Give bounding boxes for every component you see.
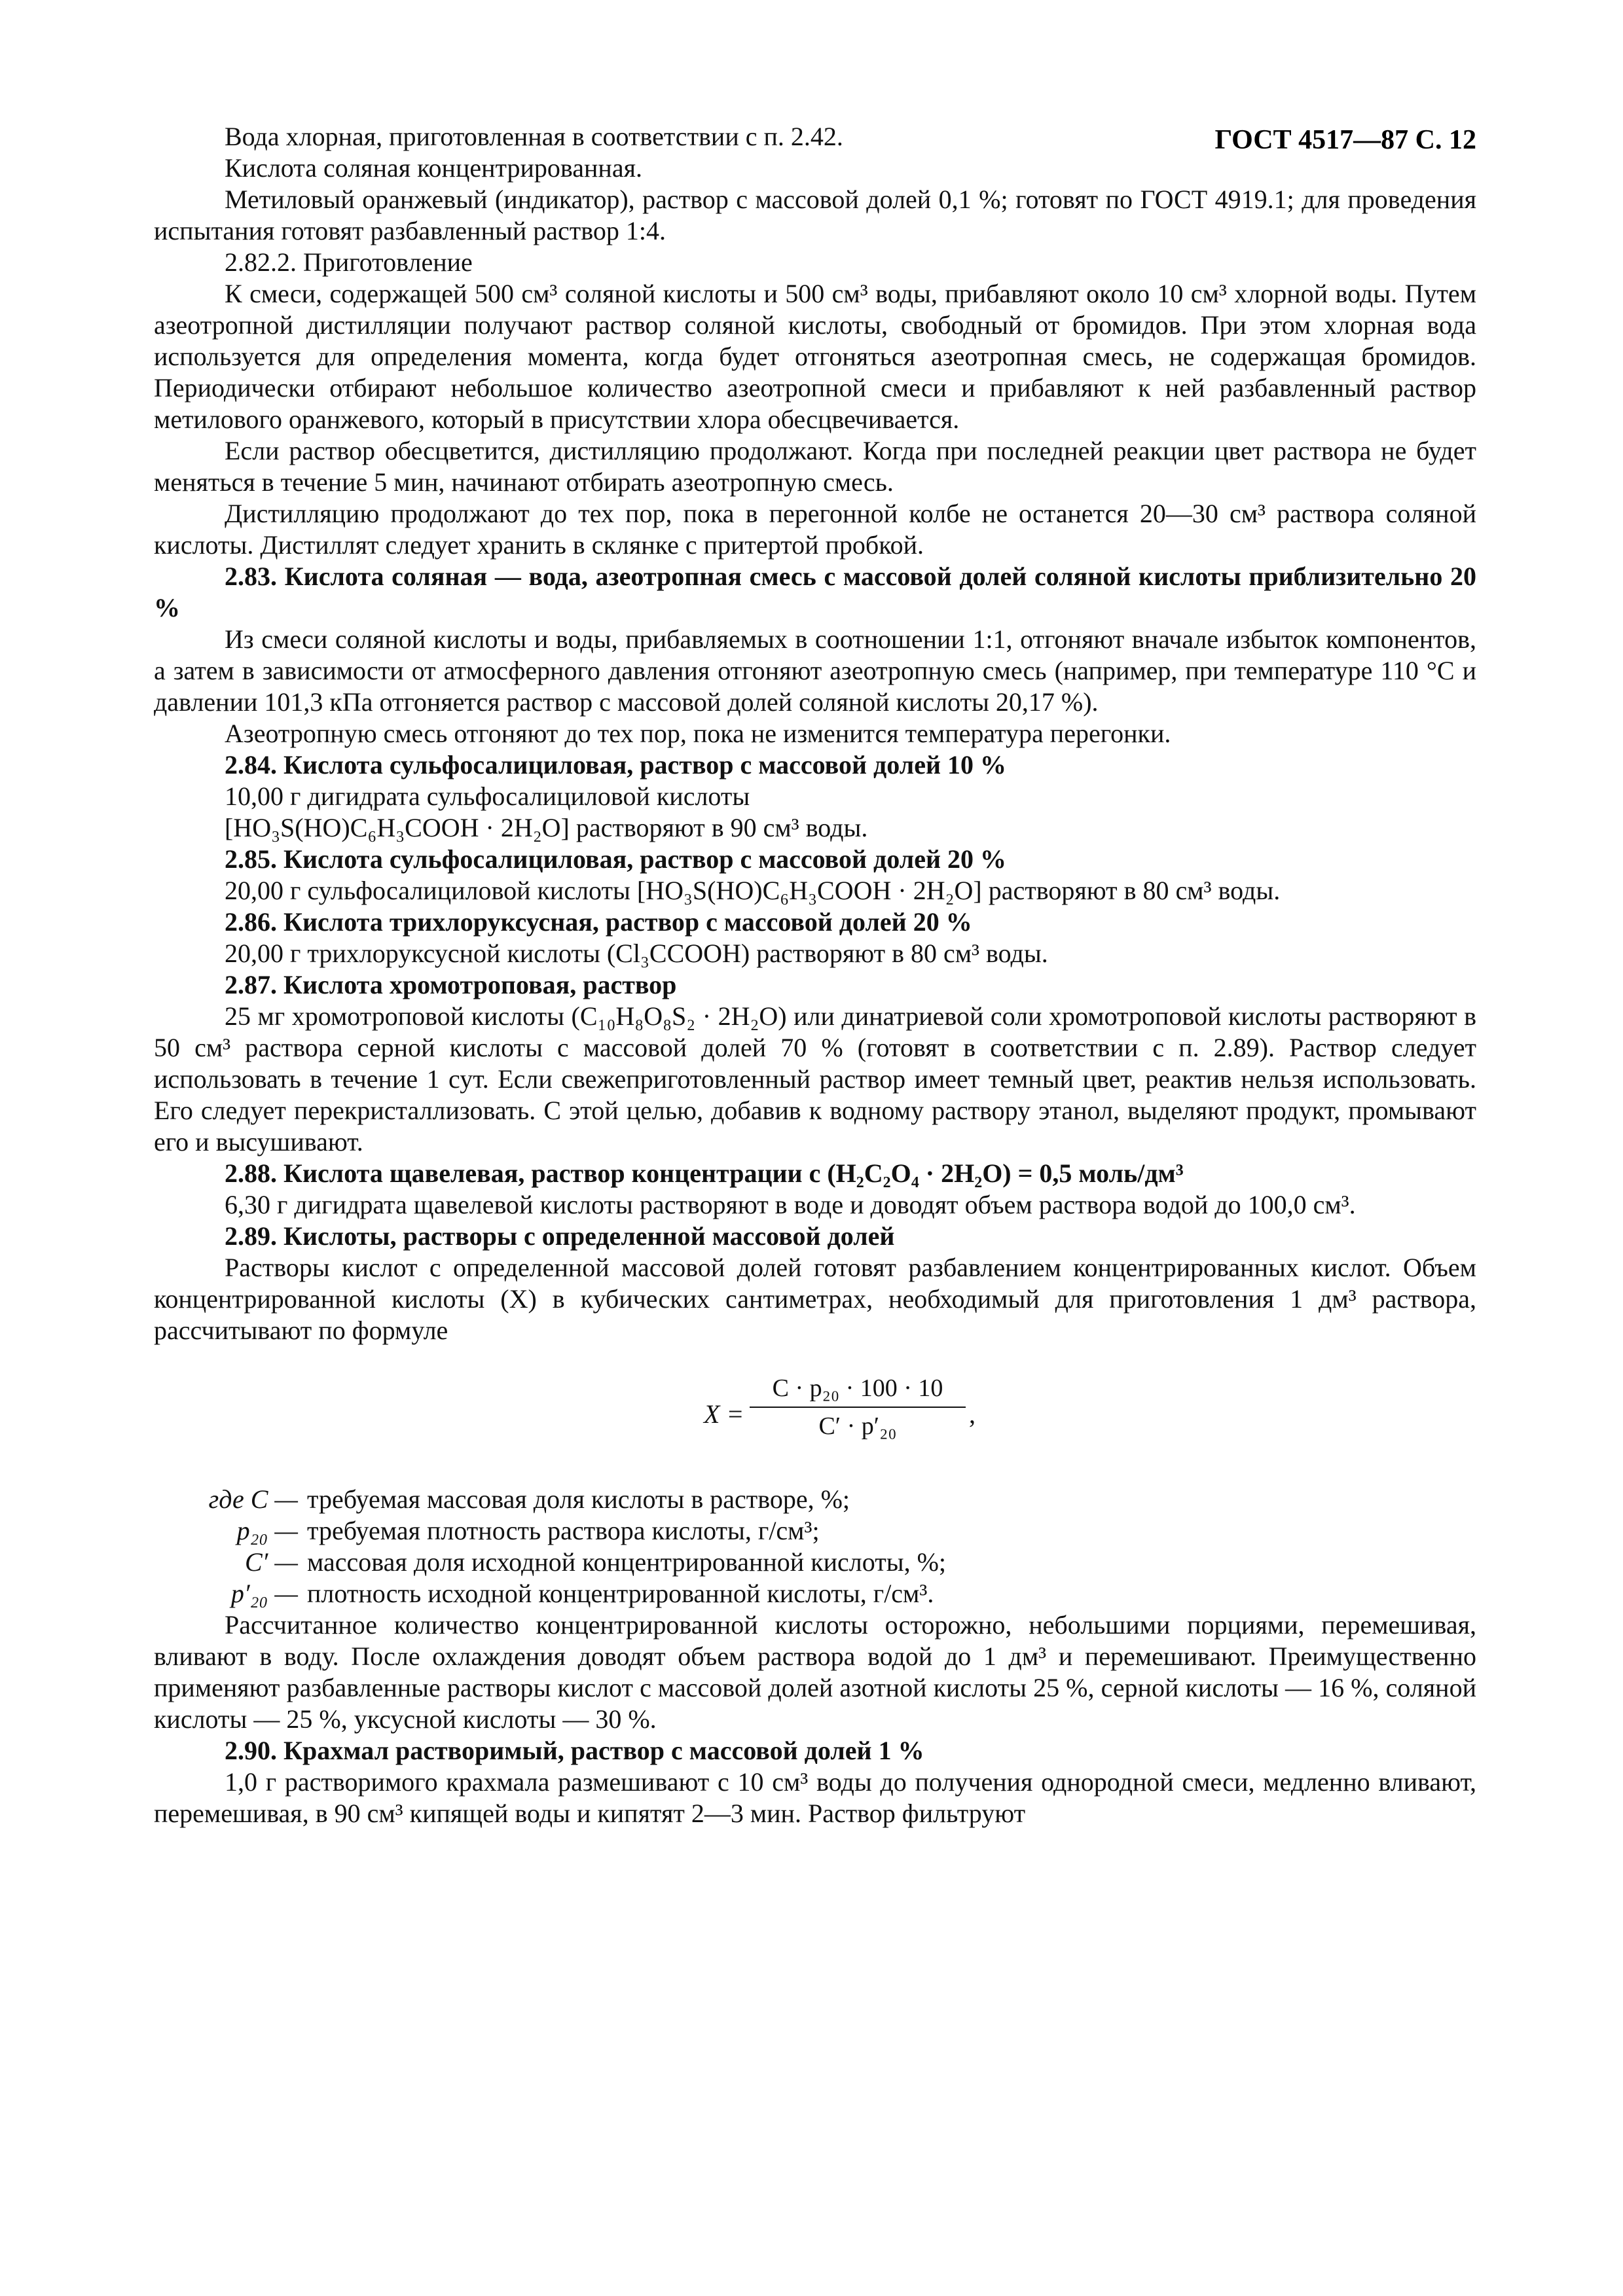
formula-denominator: C′ · p′₂₀ — [818, 1412, 897, 1440]
paragraph: 6,30 г дигидрата щавелевой кислоты растворяют в воде и доводят объем раствора водой до 100,0 см³. — [225, 1190, 1356, 1219]
paragraph: Дистилляцию продолжают до тех пор, пока в перегонной колбе не останется 20—30 см³ раствора соляной кислоты. Дистиллят следует хранить в склянке с притертой пробкой. — [154, 499, 1476, 560]
definition-text: требуемая массовая доля кислоты в растворе, %; — [307, 1484, 850, 1514]
paragraph: Вода хлорная, приготовленная в соответствии с п. 2.42. — [225, 122, 843, 151]
definition-text: требуемая плотность раствора кислоты, г/см³; — [307, 1516, 820, 1545]
paragraph: 10,00 г дигидрата сульфосалициловой кислоты — [225, 781, 750, 811]
formula-numerator: C · p₂₀ · 100 · 10 — [750, 1372, 966, 1408]
paragraph: Из смеси соляной кислоты и воды, прибавляемых в соотношении 1:1, отгоняют вначале избыток компонентов, а затем в зависимости от атмосферного давления отгоняют азеотропную смесь (например, при температуре 110 °С и давлении 101,3 кПа отгоняется раствор с массовой долей соляной кислоты 20,17 %). — [154, 624, 1476, 717]
definition-symbol: p₂₀ — — [236, 1516, 298, 1545]
definition-symbol: p′₂₀ — — [230, 1579, 298, 1608]
paragraph: [HO₃S(HO)C₆H₃COOH · 2H₂O] растворяют в 90 см³ воды. — [225, 813, 868, 842]
definition-symbol: C′ — — [245, 1547, 298, 1577]
section-heading: 2.89. Кислоты, растворы с определенной массовой долей — [225, 1221, 895, 1251]
section-heading: 2.90. Крахмал растворимый, раствор с массовой долей 1 % — [225, 1736, 924, 1765]
definition-text: массовая доля исходной концентрированной кислоты, %; — [307, 1547, 947, 1577]
definitions-list — [173, 1484, 1476, 1609]
section-heading: 2.84. Кислота сульфосалициловая, раствор с массовой долей 10 % — [225, 750, 1007, 780]
document-body — [154, 121, 1476, 1829]
formula-trail: , — [969, 1399, 976, 1429]
formula-lhs: X = — [704, 1399, 744, 1429]
paragraph: Рассчитанное количество концентрированной кислоты осторожно, небольшими порциями, перемешивая, вливают в воду. После охлаждения доводят объем раствора водой до 1 дм³ и перемешивают. Преимущественно применяют разбавленные растворы кислот с массовой долей азотной кислоты 25 %, серной кислоты — 16 %, соляной кислоты — 25 %, уксусной кислоты — 30 %. — [154, 1610, 1476, 1734]
section-heading: 2.85. Кислота сульфосалициловая, раствор с массовой долей 20 % — [225, 844, 1007, 874]
paragraph: Кислота соляная концентрированная. — [225, 153, 642, 183]
definition-row — [173, 1547, 1476, 1578]
section-heading: 2.83. Кислота соляная — вода, азеотропная смесь с массовой долей соляной кислоты приблизительно 20 % — [154, 562, 1476, 622]
paragraph: Растворы кислот с определенной массовой долей готовят разбавлением концентрированных кислот. Объем концентрированной кислоты (X) в кубических сантиметрах, необходимый для приготовления 1 дм³ раствора, рассчитывают по формуле — [154, 1253, 1476, 1345]
paragraph: 25 мг хромотроповой кислоты (C₁₀H₈O₈S₂ · 2H₂O) или динатриевой соли хромотроповой кислоты растворяют в 50 см³ раствора серной кислоты с массовой долей 70 % (готовят в соответствии с п. 2.89). Раствор следует использовать в течение 1 сут. Если свежеприготовленный раствор имеет темный цвет, реактив нельзя использовать. Его следует перекристаллизовать. С этой целью, добавив к водному раствору этанол, выделяют продукт, промывают его и высушивают. — [154, 1001, 1476, 1157]
definition-row — [173, 1515, 1476, 1547]
paragraph: 20,00 г трихлоруксусной кислоты (Cl₃CCOOH) растворяют в 80 см³ воды. — [225, 939, 1048, 968]
definition-symbol: где C — — [208, 1484, 298, 1514]
definition-row — [173, 1484, 1476, 1515]
paragraph: Азеотропную смесь отгоняют до тех пор, пока не изменится температура перегонки. — [225, 719, 1171, 748]
paragraph: 1,0 г растворимого крахмала размешивают с 10 см³ воды до получения однородной смеси, медленно вливают, перемешивая, в 90 см³ кипящей воды и кипятят 2—3 мин. Раствор фильтруют — [154, 1767, 1476, 1828]
section-heading: 2.87. Кислота хромотроповая, раствор — [225, 970, 677, 999]
paragraph: К смеси, содержащей 500 см³ соляной кислоты и 500 см³ воды, прибавляют около 10 см³ хлорной воды. Путем азеотропной дистилляции получают раствор соляной кислоты, свободный от бромидов. При этом хлорная вода используется для определения момента, когда будет отгоняться азеотропная смесь, не содержащая бромидов. Периодически отбирают небольшое количество азеотропной смеси и прибавляют к ней разбавленный раствор метилового оранжевого, который в присутствии хлора обесцвечивается. — [154, 279, 1476, 434]
formula — [154, 1372, 1476, 1471]
definition-text: плотность исходной концентрированной кислоты, г/см³. — [307, 1579, 934, 1608]
page-header: ГОСТ 4517—87 С. 12 — [1214, 125, 1476, 155]
paragraph: 20,00 г сульфосалициловой кислоты [HO₃S(HO)C₆H₃COOH · 2H₂O] растворяют в 80 см³ воды. — [225, 876, 1281, 905]
formula-fraction — [750, 1372, 966, 1442]
paragraph: Метиловый оранжевый (индикатор), раствор с массовой долей 0,1 %; готовят по ГОСТ 4919.1; для проведения испытания готовят разбавленный раствор 1:4. — [154, 185, 1476, 245]
paragraph: Если раствор обесцветится, дистилляцию продолжают. Когда при последней реакции цвет раствора не будет меняться в течение 5 мин, начинают отбирать азеотропную смесь. — [154, 436, 1476, 497]
subsection-heading: 2.82.2. Приготовление — [225, 247, 473, 277]
section-heading: 2.86. Кислота трихлоруксусная, раствор с массовой долей 20 % — [225, 907, 972, 937]
section-heading: 2.88. Кислота щавелевая, раствор концентрации c (H₂C₂O₄ · 2H₂O) = 0,5 моль/дм³ — [225, 1158, 1184, 1188]
definition-row — [173, 1578, 1476, 1609]
